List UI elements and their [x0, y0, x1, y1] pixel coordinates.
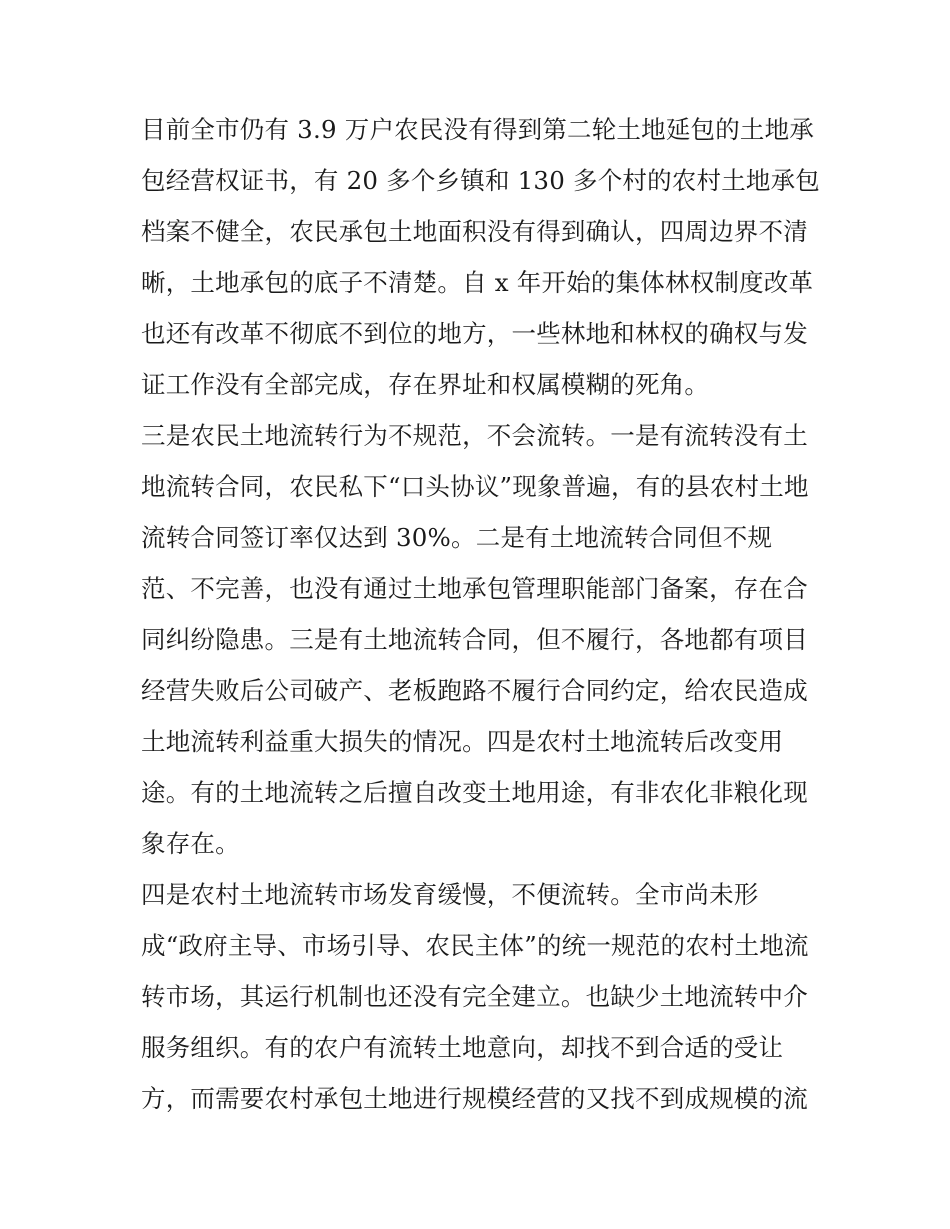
text-line: 目前全市仍有 3.9 万户农民没有得到第二轮土地延包的土地承: [141, 115, 815, 144]
text-line: 也还有改革不彻底不到位的地方，一些林地和林权的确权与发: [141, 319, 808, 348]
text-line: 地流转合同，农民私下“口头协议”现象普遍，有的县农村土地: [141, 472, 809, 501]
text-line: 服务组织。有的农户有流转土地意向，却找不到合适的受让: [141, 1033, 784, 1062]
text-line: 方，而需要农村承包土地进行规模经营的又找不到成规模的流: [141, 1084, 808, 1113]
text-line: 同纠纷隐患。三是有土地流转合同，但不履行，各地都有项目: [141, 625, 808, 654]
text-line: 流转合同签订率仅达到 30%。二是有土地流转合同但不规: [141, 523, 773, 552]
text-line: 晰，土地承包的底子不清楚。自 x 年开始的集体林权制度改革: [141, 268, 814, 297]
text-line: 经营失败后公司破产、老板跑路不履行合同约定，给农民造成: [141, 676, 808, 705]
text-line: 证工作没有全部完成，存在界址和权属模糊的死角。: [141, 370, 710, 399]
text-line: 范、不完善，也没有通过土地承包管理职能部门备案，存在合: [141, 574, 808, 603]
text-line: 四是农村土地流转市场发育缓慢，不便流转。全市尚未形: [141, 880, 759, 909]
text-line: 象存在。: [141, 829, 240, 858]
text-line: 途。有的土地流转之后擅自改变土地用途，有非农化非粮化现: [141, 778, 808, 807]
text-line: 三是农民土地流转行为不规范，不会流转。一是有流转没有土: [141, 421, 808, 450]
text-line: 成“政府主导、市场引导、农民主体”的统一规范的农村土地流: [141, 931, 809, 960]
text-line: 档案不健全，农民承包土地面积没有得到确认，四周边界不清: [141, 217, 808, 246]
text-line: 包经营权证书，有 20 多个乡镇和 130 多个村的农村土地承包: [141, 166, 820, 195]
text-line: 转市场，其运行机制也还没有完全建立。也缺少土地流转中介: [141, 982, 808, 1011]
text-line: 土地流转利益重大损失的情况。四是农村土地流转后改变用: [141, 727, 784, 756]
